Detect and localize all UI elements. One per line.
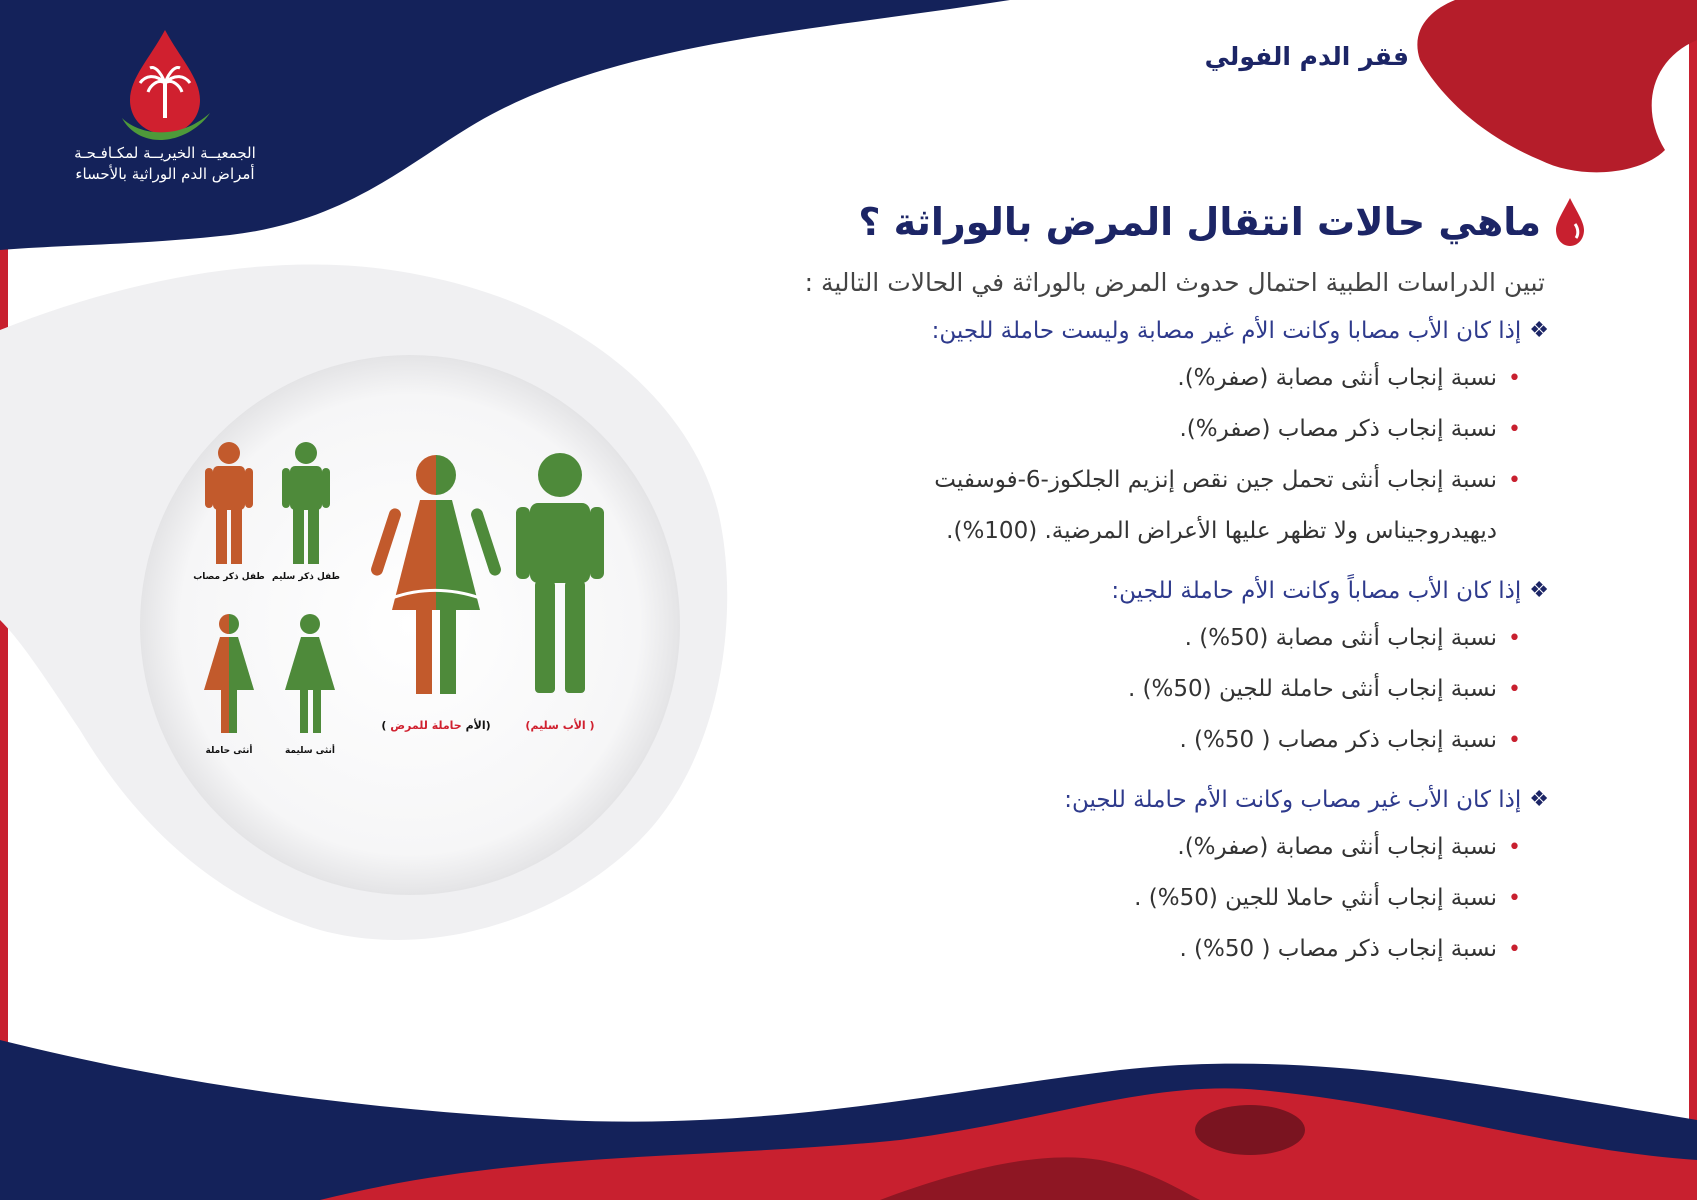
- org-name-line1: الجمعيــة الخيريــة لمكـافـحـة: [74, 144, 256, 162]
- four-diamonds-icon: ❖: [1529, 578, 1549, 603]
- girl-carrier-label: أنثى حاملة: [205, 746, 253, 756]
- red-dot-icon: •: [1508, 937, 1521, 962]
- list-item: [687, 664, 1521, 715]
- list-item-text: نسبة إنجاب ذكر مصاب ( 50%) .: [1179, 727, 1497, 753]
- list-item-text: نسبة إنجاب أنثى مصابة (صفر%).: [1177, 834, 1497, 860]
- red-dot-icon: •: [1508, 626, 1521, 651]
- list-item: [687, 404, 1521, 455]
- list-item-text: نسبة إنجاب أنثى مصابة (50%) .: [1184, 625, 1497, 651]
- list-item: [687, 924, 1521, 975]
- intro-text: تبين الدراسات الطبية احتمال حدوث المرض بالوراثة في الحالات التالية :: [804, 268, 1545, 297]
- list-item: [687, 873, 1521, 924]
- case-1: [687, 309, 1549, 557]
- red-dot-icon: •: [1508, 468, 1521, 493]
- association-logo: [50, 28, 280, 185]
- red-dot-icon: •: [1508, 728, 1521, 753]
- inheritance-illustration: [130, 345, 690, 905]
- girl-healthy-label: أنثى سليمة: [284, 746, 336, 756]
- list-item-text: نسبة إنجاب أنثي حاملا للجين (50%) .: [1134, 885, 1497, 911]
- red-dot-icon: •: [1508, 835, 1521, 860]
- case-2: [687, 569, 1549, 766]
- list-item-continuation: ديهيدروجيناس ولا تظهر عليها الأعراض المرضية. (100%).: [946, 518, 1497, 544]
- org-name-line2: أمراض الدم الوراثية بالأحساء: [75, 165, 255, 183]
- list-item: [687, 353, 1521, 404]
- list-item-text: نسبة إنجاب ذكر مصاب (صفر%).: [1179, 416, 1497, 442]
- case-heading-text: إذا كان الأب مصاباً وكانت الأم حاملة للجين:: [1111, 578, 1522, 604]
- title-row: [687, 196, 1587, 248]
- list-item: [687, 715, 1521, 766]
- main-content: [687, 196, 1587, 975]
- cases-list: [687, 309, 1549, 975]
- boy-affected-label: طفل ذكر مصاب: [193, 572, 265, 582]
- case-heading: [687, 569, 1549, 613]
- red-dot-icon: •: [1508, 366, 1521, 391]
- four-diamonds-icon: ❖: [1529, 787, 1549, 812]
- list-item-text: نسبة إنجاب أنثى مصابة (صفر%).: [1177, 365, 1497, 391]
- red-dot-icon: •: [1508, 886, 1521, 911]
- blood-drop-icon: [1553, 196, 1587, 248]
- list-item-text: نسبة إنجاب أنثى تحمل جين نقص إنزيم الجلكوز-6-فوسفيت: [934, 467, 1497, 493]
- list-item: [687, 613, 1521, 664]
- father-label: (الأب سليم ): [525, 719, 595, 732]
- boy-healthy-label: طفل ذكر سليم: [272, 572, 340, 582]
- list-item: [687, 822, 1521, 873]
- case-heading: [687, 309, 1549, 353]
- list-item-text: نسبة إنجاب ذكر مصاب ( 50%) .: [1179, 936, 1497, 962]
- main-title: ماهي حالات انتقال المرض بالوراثة ؟: [858, 200, 1541, 244]
- mother-label: ( الأم حاملة للمرض ): [381, 719, 491, 732]
- case-heading-text: إذا كان الأب غير مصاب وكانت الأم حاملة للجين:: [1064, 787, 1522, 813]
- header-title: فقر الدم الفولي: [1204, 42, 1409, 71]
- case-3: [687, 778, 1549, 975]
- four-diamonds-icon: ❖: [1529, 318, 1549, 343]
- blood-drop-palm-logo-icon: [110, 28, 220, 143]
- list-item-text: نسبة إنجاب أنثى حاملة للجين (50%) .: [1127, 676, 1497, 702]
- case-heading: [687, 778, 1549, 822]
- red-dot-icon: •: [1508, 417, 1521, 442]
- case-heading-text: إذا كان الأب مصابا وكانت الأم غير مصابة وليست حاملة للجين:: [931, 318, 1522, 344]
- list-item: [687, 455, 1521, 557]
- red-dot-icon: •: [1508, 677, 1521, 702]
